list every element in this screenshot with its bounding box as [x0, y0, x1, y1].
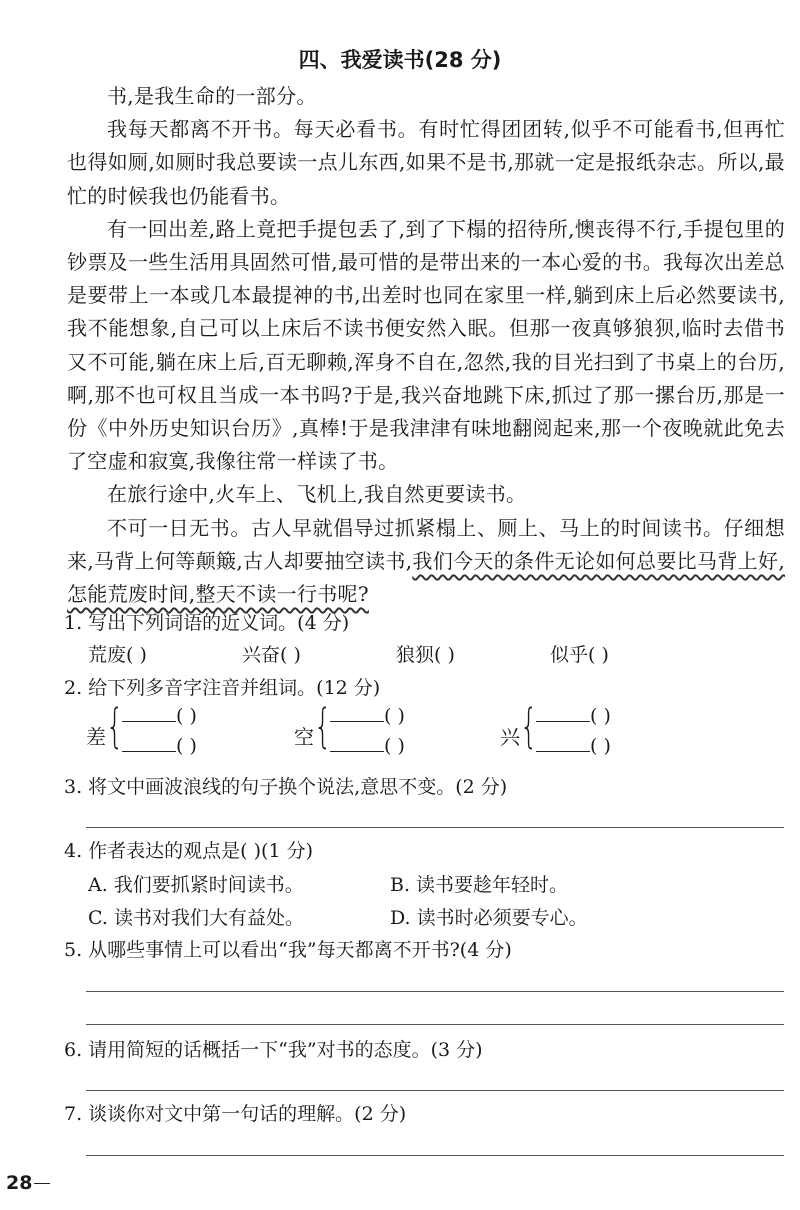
- polyphone-row[interactable]: [536, 733, 611, 757]
- pinyin-blank[interactable]: [122, 703, 176, 722]
- polyphone-row[interactable]: [330, 703, 405, 727]
- page-number: 28: [6, 1172, 33, 1194]
- word-paren[interactable]: ( ): [176, 735, 197, 757]
- page-number-dash: [34, 1183, 50, 1184]
- pinyin-blank[interactable]: [330, 733, 384, 752]
- answer-line[interactable]: [86, 827, 784, 828]
- answer-line[interactable]: [86, 1024, 784, 1025]
- word-paren[interactable]: ( ): [384, 705, 405, 727]
- passage-paragraph-3: 有一回出差,路上竟把手提包丢了,到了下榻的招待所,懊丧得不行,手提包里的钞票及一些生活用具固然可惜,最可惜的是带出来的一本心爱的书。我每次出差总是要带上一本或几本最提神的书,出差时也同在家里一样,躺到床上后必然要读书,我不能想象,自己可以上床后不读书便安然入眠。但那一夜真够狼狈,临时去借书又不可能,躺在床上后,百无聊赖,浑身不自在,忽然,我的目光扫到了书桌上的台历,啊,那不也可权且当成一本书吗?于是,我兴奋地跳下床,抓过了那一摞台历,那是一份《中外历史知识台历》,真棒!于是我津津有味地翻阅起来,那一个夜晚就此免去了空虚和寂寞,我像往常一样读了书。: [67, 216, 785, 474]
- q1-item-1[interactable]: 荒废( ): [88, 644, 147, 666]
- q1-item-2[interactable]: 兴奋( ): [242, 644, 301, 666]
- brace-icon: {: [520, 699, 538, 753]
- question-6: 6. 请用简短的话概括一下“我”对书的态度。(3 分): [64, 1039, 483, 1061]
- pinyin-blank[interactable]: [122, 733, 176, 752]
- wavy-underlined-sentence: 我们今天的条件无论如何总要比马背上好,怎能荒废时间,整天不读一行书呢?: [67, 548, 785, 607]
- section-title: 四、我爱读书(28 分): [298, 48, 502, 72]
- pinyin-blank[interactable]: [330, 703, 384, 722]
- polyphone-row[interactable]: [122, 733, 197, 757]
- q1-item-4[interactable]: 似乎( ): [550, 644, 609, 666]
- polyphone-row[interactable]: [122, 703, 197, 727]
- word-paren[interactable]: ( ): [590, 705, 611, 727]
- polyphone-row[interactable]: [330, 733, 405, 757]
- q4-option-d[interactable]: D. 读书时必须要专心。: [390, 907, 588, 929]
- passage-paragraph-2: 我每天都离不开书。每天必看书。有时忙得团团转,似乎不可能看书,但再忙也得如厕,如厕时我总要读一点儿东西,如果不是书,那就一定是报纸杂志。所以,最忙的时候我也仍能看书。: [67, 117, 785, 208]
- pinyin-blank[interactable]: [536, 733, 590, 752]
- question-1: 1. 写出下列词语的近义词。(4 分): [64, 612, 350, 634]
- pinyin-blank[interactable]: [536, 703, 590, 722]
- word-paren[interactable]: ( ): [590, 735, 611, 757]
- polyphone-row[interactable]: [536, 703, 611, 727]
- q4-option-c[interactable]: C. 读书对我们大有益处。: [88, 907, 304, 929]
- polyphone-char: 差: [86, 725, 106, 749]
- question-5: 5. 从哪些事情上可以看出“我”每天都离不开书?(4 分): [64, 939, 512, 961]
- question-2: 2. 给下列多音字注音并组词。(12 分): [64, 677, 381, 699]
- brace-icon: {: [106, 699, 124, 753]
- answer-line[interactable]: [86, 1155, 784, 1156]
- polyphone-char: 兴: [500, 725, 520, 749]
- passage-paragraph-4: 在旅行途中,火车上、飞机上,我自然更要读书。: [107, 482, 527, 507]
- passage-paragraph-5: [67, 512, 785, 612]
- answer-line[interactable]: [86, 1090, 784, 1091]
- question-4: 4. 作者表达的观点是( )(1 分): [64, 840, 313, 862]
- answer-line[interactable]: [86, 991, 784, 992]
- passage-paragraph-1: 书,是我生命的一部分。: [107, 84, 317, 108]
- q4-option-b[interactable]: B. 读书要趁年轻时。: [390, 874, 569, 896]
- q1-item-3[interactable]: 狼狈( ): [396, 644, 455, 666]
- word-paren[interactable]: ( ): [384, 735, 405, 757]
- brace-icon: {: [314, 699, 332, 753]
- passage-plain-text: 不可一日无书。古人早就倡导过抓紧榻上、厕上、马上的时间读书。仔细想来,马背上何等颠簸,古人却要抽空读书,: [67, 515, 785, 573]
- polyphone-char: 空: [294, 725, 314, 749]
- reading-passage: [67, 80, 785, 611]
- question-7: 7. 谈谈你对文中第一句话的理解。(2 分): [64, 1103, 407, 1125]
- q4-option-a[interactable]: A. 我们要抓紧时间读书。: [88, 874, 304, 896]
- question-3: 3. 将文中画波浪线的句子换个说法,意思不变。(2 分): [64, 776, 508, 798]
- word-paren[interactable]: ( ): [176, 705, 197, 727]
